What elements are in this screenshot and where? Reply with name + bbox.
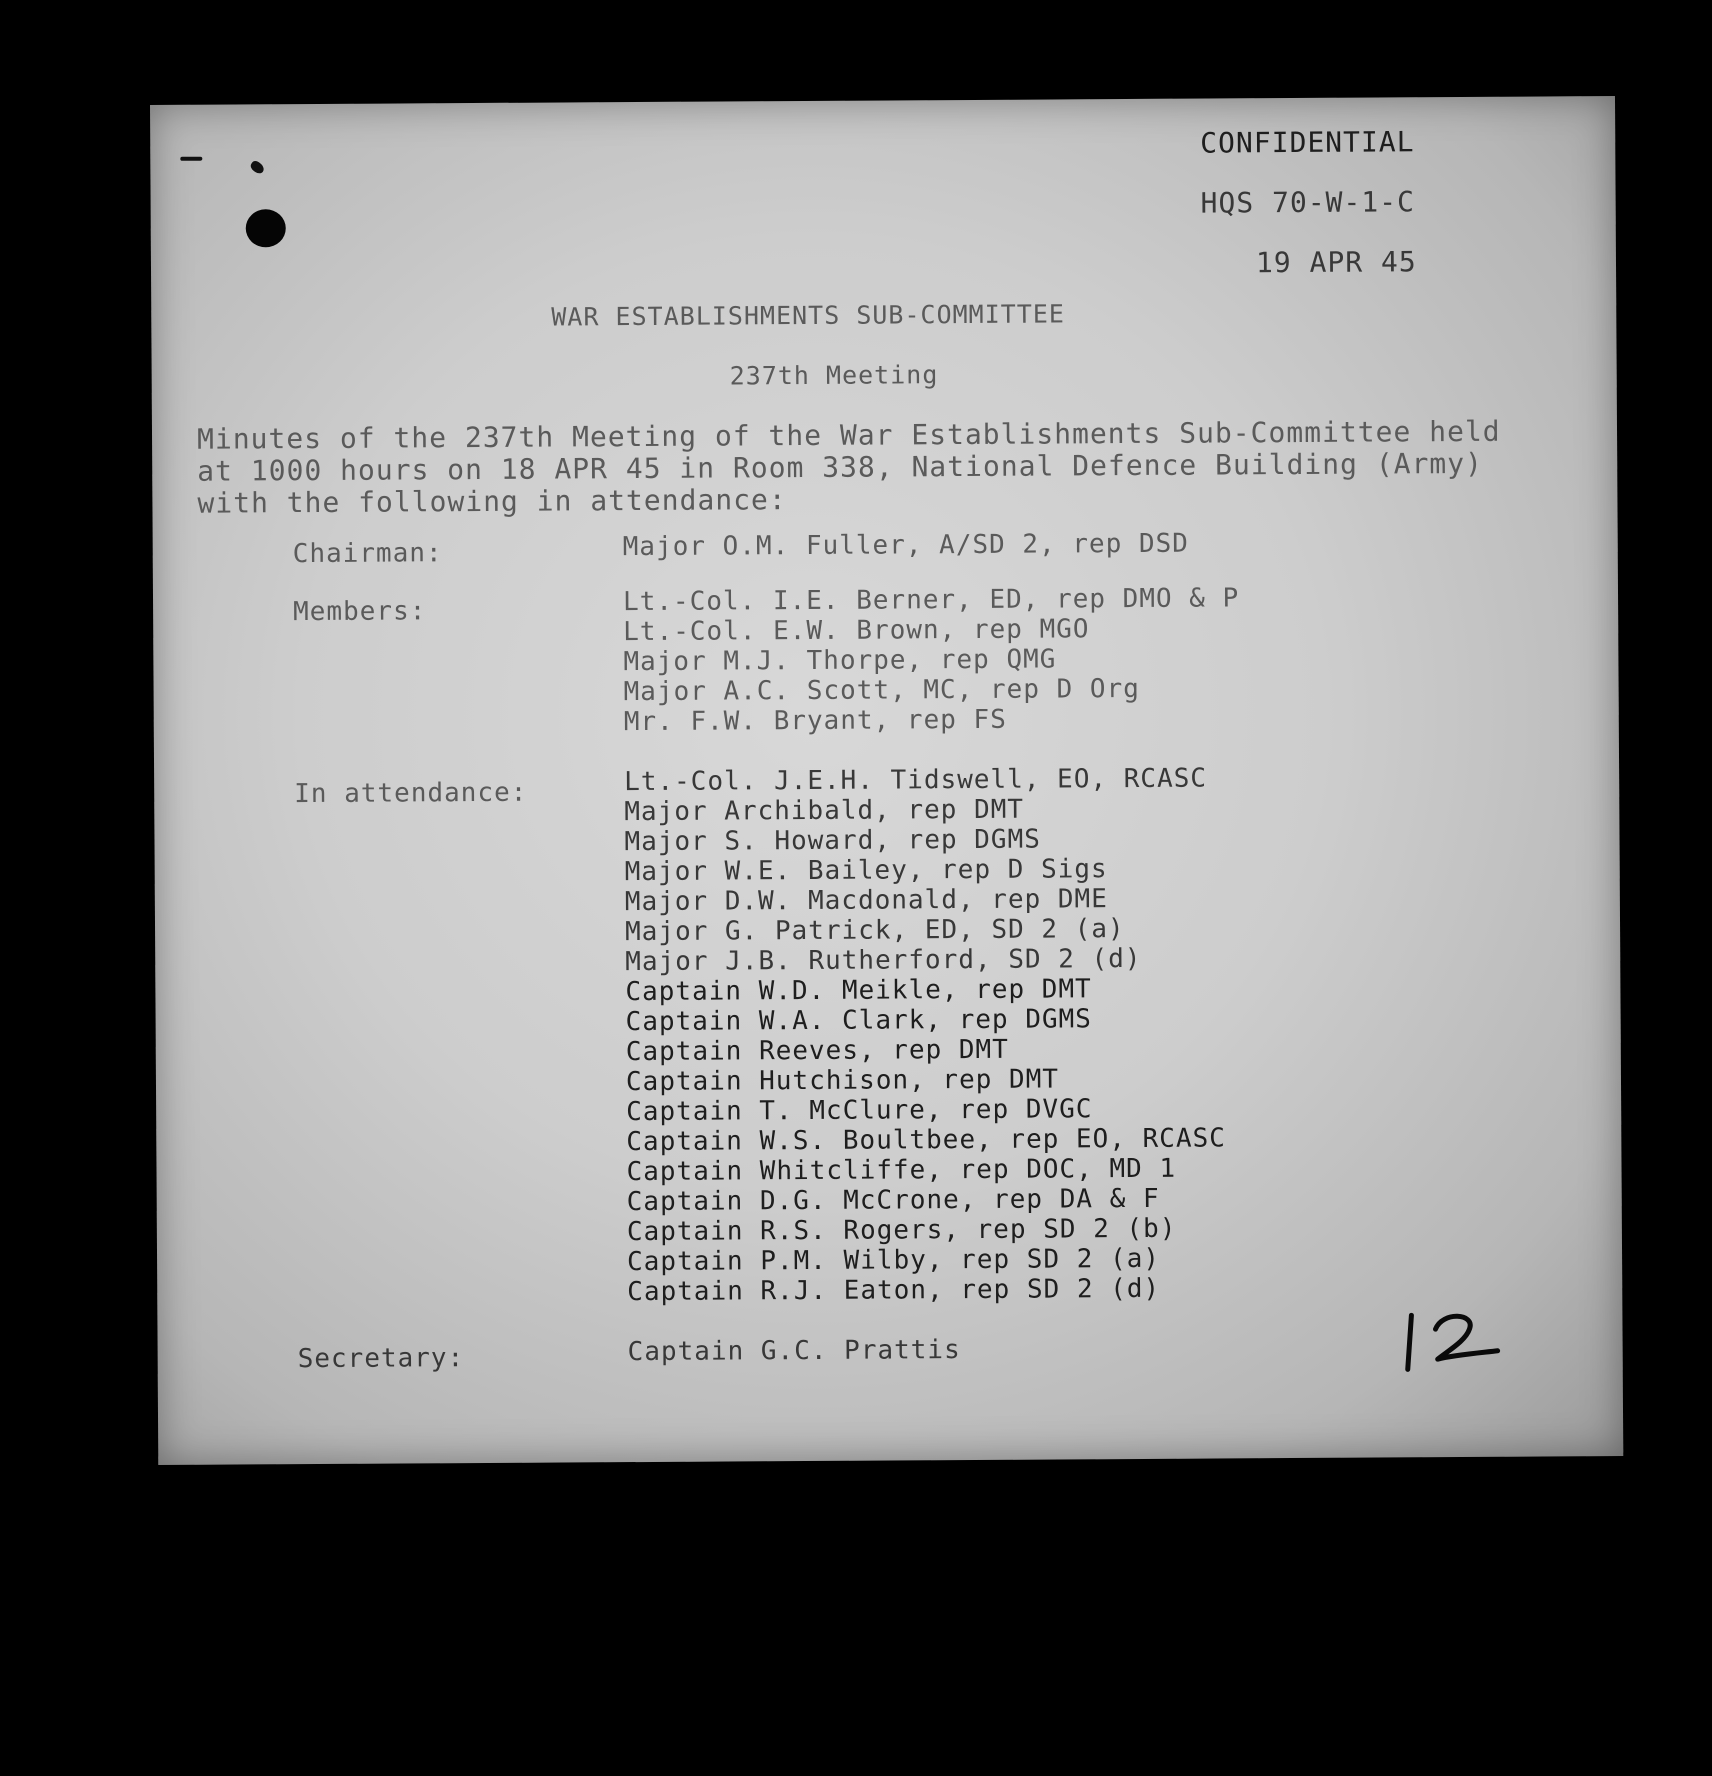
- list-item: Captain T. McClure, rep DVGC: [626, 1094, 1093, 1128]
- list-item: Major D.W. Macdonald, rep DME: [624, 884, 1108, 918]
- list-item: Major A.C. Scott, MC, rep D Org: [623, 673, 1140, 708]
- paper-sheet: [150, 96, 1623, 1465]
- attendance-label: In attendance:: [294, 777, 528, 810]
- punch-hole: [246, 209, 286, 247]
- list-item: Captain W.S. Boultbee, rep EO, RCASC: [626, 1123, 1226, 1158]
- meeting-subtitle: 237th Meeting: [729, 360, 939, 391]
- list-item: Lt.-Col. E.W. Brown, rep MGO: [623, 614, 1090, 648]
- list-item: Major J.B. Rutherford, SD 2 (d): [625, 943, 1142, 978]
- list-item: Major Archibald, rep DMT: [624, 794, 1025, 828]
- file-reference: HQS 70-W-1-C: [1200, 185, 1416, 220]
- intro-line: with the following in attendance:: [197, 483, 787, 520]
- list-item: Captain W.D. Meikle, rep DMT: [625, 974, 1092, 1008]
- list-item: Captain W.A. Clark, rep DGMS: [625, 1004, 1092, 1038]
- secretary-label: Secretary:: [297, 1343, 465, 1375]
- members-label: Members:: [293, 596, 427, 628]
- list-item: Captain Hutchison, rep DMT: [625, 1064, 1060, 1098]
- list-item: Major G. Patrick, ED, SD 2 (a): [624, 914, 1125, 948]
- handwritten-folio-number: [1397, 1307, 1507, 1378]
- list-item: Captain R.S. Rogers, rep SD 2 (b): [626, 1213, 1177, 1248]
- list-item: Mr. F.W. Bryant, rep FS: [623, 704, 1007, 738]
- list-item: Captain Whitcliffe, rep DOC, MD 1: [626, 1153, 1177, 1188]
- list-item: Major M.J. Thorpe, rep QMG: [623, 644, 1057, 678]
- document-title: WAR ESTABLISHMENTS SUB-COMMITTEE: [551, 299, 1066, 332]
- chairman-label: Chairman:: [292, 538, 443, 570]
- list-item: Captain P.M. Wilby, rep SD 2 (a): [626, 1243, 1161, 1278]
- intro-line: at 1000 hours on 18 APR 45 in Room 338, National Defence Building (Army): [197, 446, 1484, 488]
- list-item: Captain Reeves, rep DMT: [625, 1034, 1009, 1068]
- list-item: Lt.-Col. J.E.H. Tidswell, EO, RCASC: [624, 763, 1208, 798]
- list-item: Major W.E. Bailey, rep D Sigs: [624, 854, 1108, 888]
- list-item: Major S. Howard, rep DGMS: [624, 824, 1041, 858]
- list-item: Captain D.G. McCrone, rep DA & F: [626, 1183, 1160, 1218]
- list-item: Captain R.J. Eaton, rep SD 2 (d): [627, 1273, 1161, 1308]
- classification-label: CONFIDENTIAL: [1200, 125, 1415, 160]
- secretary-name: Captain G.C. Prattis: [627, 1335, 961, 1368]
- list-item: Lt.-Col. I.E. Berner, ED, rep DMO & P: [622, 583, 1240, 618]
- chairman-name: Major O.M. Fuller, A/SD 2, rep DSD: [622, 528, 1190, 563]
- ink-mark: [180, 157, 202, 161]
- ink-mark: [249, 159, 266, 175]
- document-date: 19 APR 45: [1255, 245, 1417, 280]
- intro-line: Minutes of the 237th Meeting of the War Establishments Sub-Committee held: [196, 414, 1501, 456]
